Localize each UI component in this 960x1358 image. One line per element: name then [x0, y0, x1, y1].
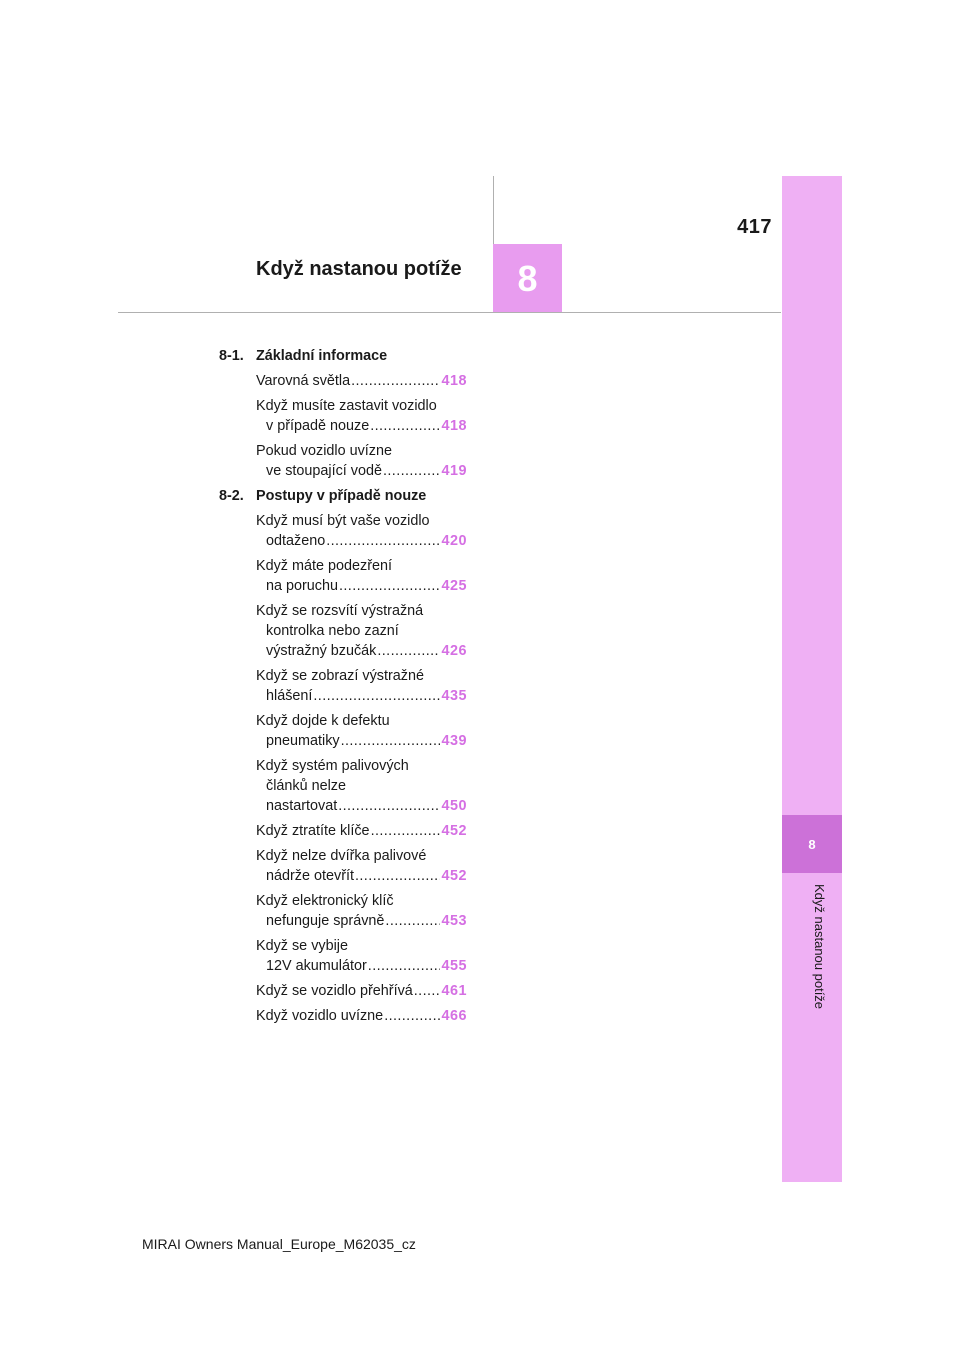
- toc-entry[interactable]: [256, 511, 467, 551]
- chapter-number: 8: [517, 257, 538, 299]
- toc-entry-text: hlášení: [266, 688, 313, 704]
- toc-entry-line: [256, 891, 467, 911]
- toc-entry-line: [256, 396, 467, 416]
- toc-entry-line: [256, 846, 467, 866]
- toc-entry-text: Když se vybije: [256, 938, 348, 954]
- toc-dot-leader: [326, 531, 440, 551]
- toc-section-title: Základní informace: [256, 348, 388, 364]
- toc-entry-line: [256, 796, 467, 816]
- toc-entry[interactable]: [256, 936, 467, 976]
- footer-document-id: MIRAI Owners Manual_Europe_M62035_cz: [142, 1236, 416, 1252]
- toc-page-link[interactable]: 420: [441, 533, 467, 549]
- toc-entry-line: [256, 416, 467, 436]
- toc-entry-line: [256, 686, 467, 706]
- toc-page-link[interactable]: 453: [441, 913, 467, 929]
- side-tab-number-text: 8: [808, 836, 816, 852]
- toc-entry-text: Když musí být vaše vozidlo: [256, 513, 430, 529]
- header-horizontal-rule: [118, 312, 781, 313]
- toc-section-number: 8-2.: [219, 488, 244, 504]
- toc-entry-text: Pokud vozidlo uvízne: [256, 443, 392, 459]
- toc-dot-leader: [384, 1006, 440, 1026]
- toc-dot-leader: [313, 686, 440, 706]
- toc-page-link[interactable]: 461: [441, 983, 467, 999]
- chapter-title: Když nastanou potíže: [256, 258, 462, 280]
- toc-page-link[interactable]: 418: [441, 418, 467, 434]
- toc-entry-text: výstražný bzučák: [266, 643, 377, 659]
- toc-entry-text: nefunguje správně: [266, 913, 385, 929]
- toc-entry-text: Když dojde k defektu: [256, 713, 390, 729]
- toc-entry-text: Když nelze dvířka palivové: [256, 848, 427, 864]
- table-of-contents: [219, 346, 467, 1031]
- toc-dot-leader: [377, 641, 440, 661]
- toc-entry[interactable]: [256, 556, 467, 596]
- toc-section-heading: [219, 346, 467, 366]
- toc-entry-line: [256, 956, 467, 976]
- toc-entry-line: [256, 936, 467, 956]
- header-vertical-rule: [493, 176, 494, 246]
- toc-entry[interactable]: [256, 396, 467, 436]
- toc-entry-text: odtaženo: [266, 533, 326, 549]
- toc-page-link[interactable]: 452: [441, 868, 467, 884]
- toc-section-heading: [219, 486, 467, 506]
- toc-dot-leader: [368, 956, 441, 976]
- toc-entry[interactable]: [256, 821, 467, 841]
- toc-entry[interactable]: [256, 371, 467, 391]
- toc-page-link[interactable]: 439: [441, 733, 467, 749]
- toc-page-link[interactable]: 419: [441, 463, 467, 479]
- toc-entry-text: Když elektronický klíč: [256, 893, 394, 909]
- toc-dot-leader: [355, 866, 440, 886]
- toc-page-link[interactable]: 418: [441, 373, 467, 389]
- toc-section-title: Postupy v případě nouze: [256, 488, 427, 504]
- toc-entry-line: [256, 1006, 467, 1026]
- toc-entry-text: Když musíte zastavit vozidlo: [256, 398, 437, 414]
- toc-entry-text: Když se vozidlo přehřívá: [256, 983, 413, 999]
- toc-page-link[interactable]: 425: [441, 578, 467, 594]
- side-tab-chapter-number[interactable]: [782, 815, 842, 873]
- toc-entry[interactable]: [256, 846, 467, 886]
- toc-page-link[interactable]: 450: [441, 798, 467, 814]
- toc-dot-leader: [370, 416, 440, 436]
- toc-entry[interactable]: [256, 981, 467, 1001]
- toc-dot-leader: [338, 796, 440, 816]
- toc-entry-text: kontrolka nebo zazní: [266, 623, 399, 639]
- toc-entry-line: [256, 731, 467, 751]
- toc-entry-text: Když se zobrazí výstražné: [256, 668, 424, 684]
- toc-entry-text: Když vozidlo uvízne: [256, 1008, 384, 1024]
- toc-entry[interactable]: [256, 441, 467, 481]
- toc-section-number: 8-1.: [219, 348, 244, 364]
- toc-entry-line: [256, 556, 467, 576]
- toc-dot-leader: [341, 731, 441, 751]
- toc-dot-leader: [385, 911, 440, 931]
- toc-dot-leader: [371, 821, 441, 841]
- chapter-number-box: [493, 244, 562, 313]
- toc-entry-text: na poruchu: [266, 578, 339, 594]
- toc-dot-leader: [414, 981, 441, 1001]
- toc-page-link[interactable]: 455: [441, 958, 467, 974]
- toc-entry-line: [256, 711, 467, 731]
- toc-entry-text: Když máte podezření: [256, 558, 392, 574]
- toc-entry[interactable]: [256, 711, 467, 751]
- toc-page-link[interactable]: 452: [441, 823, 467, 839]
- side-tab-label: Když nastanou potíže: [812, 884, 827, 1010]
- toc-entry[interactable]: [256, 756, 467, 816]
- toc-entry-text: Když se rozsvítí výstražná: [256, 603, 424, 619]
- toc-entry[interactable]: [256, 891, 467, 931]
- toc-entry-text: pneumatiky: [266, 733, 340, 749]
- toc-entry[interactable]: [256, 1006, 467, 1026]
- side-thumb-tab: [782, 176, 842, 1182]
- toc-entry-text: nádrže otevřít: [266, 868, 354, 884]
- toc-page-link[interactable]: 466: [441, 1008, 467, 1024]
- toc-entry-text: Když systém palivových: [256, 758, 409, 774]
- toc-entry-line: [256, 666, 467, 686]
- toc-entry-line: [256, 371, 467, 391]
- toc-entry-text: článků nelze: [266, 778, 346, 794]
- toc-dot-leader: [351, 371, 440, 391]
- toc-entry-line: [256, 531, 467, 551]
- toc-entry-text: Varovná světla: [256, 373, 351, 389]
- toc-entry-line: [256, 441, 467, 461]
- toc-dot-leader: [383, 461, 440, 481]
- toc-entry[interactable]: [256, 666, 467, 706]
- toc-entry-line: [256, 511, 467, 531]
- toc-entry-line: [256, 621, 467, 641]
- toc-entry-text: Když ztratíte klíče: [256, 823, 370, 839]
- toc-entry-line: [256, 981, 467, 1001]
- toc-entry-line: [256, 866, 467, 886]
- toc-entry-text: v případě nouze: [266, 418, 370, 434]
- toc-entry-text: 12V akumulátor: [266, 958, 367, 974]
- toc-entry-line: [256, 911, 467, 931]
- toc-entry-line: [256, 461, 467, 481]
- toc-page-link[interactable]: 435: [441, 688, 467, 704]
- toc-entry-line: [256, 576, 467, 596]
- toc-entry[interactable]: [256, 601, 467, 661]
- toc-entry-line: [256, 601, 467, 621]
- toc-entry-line: [256, 821, 467, 841]
- toc-page-link[interactable]: 426: [441, 643, 467, 659]
- toc-entry-line: [256, 756, 467, 776]
- toc-entry-line: [256, 776, 467, 796]
- page-number: 417: [737, 216, 772, 238]
- toc-entry-text: ve stoupající vodě: [266, 463, 382, 479]
- toc-entry-text: nastartovat: [266, 798, 338, 814]
- toc-dot-leader: [339, 576, 440, 596]
- toc-entry-line: [256, 641, 467, 661]
